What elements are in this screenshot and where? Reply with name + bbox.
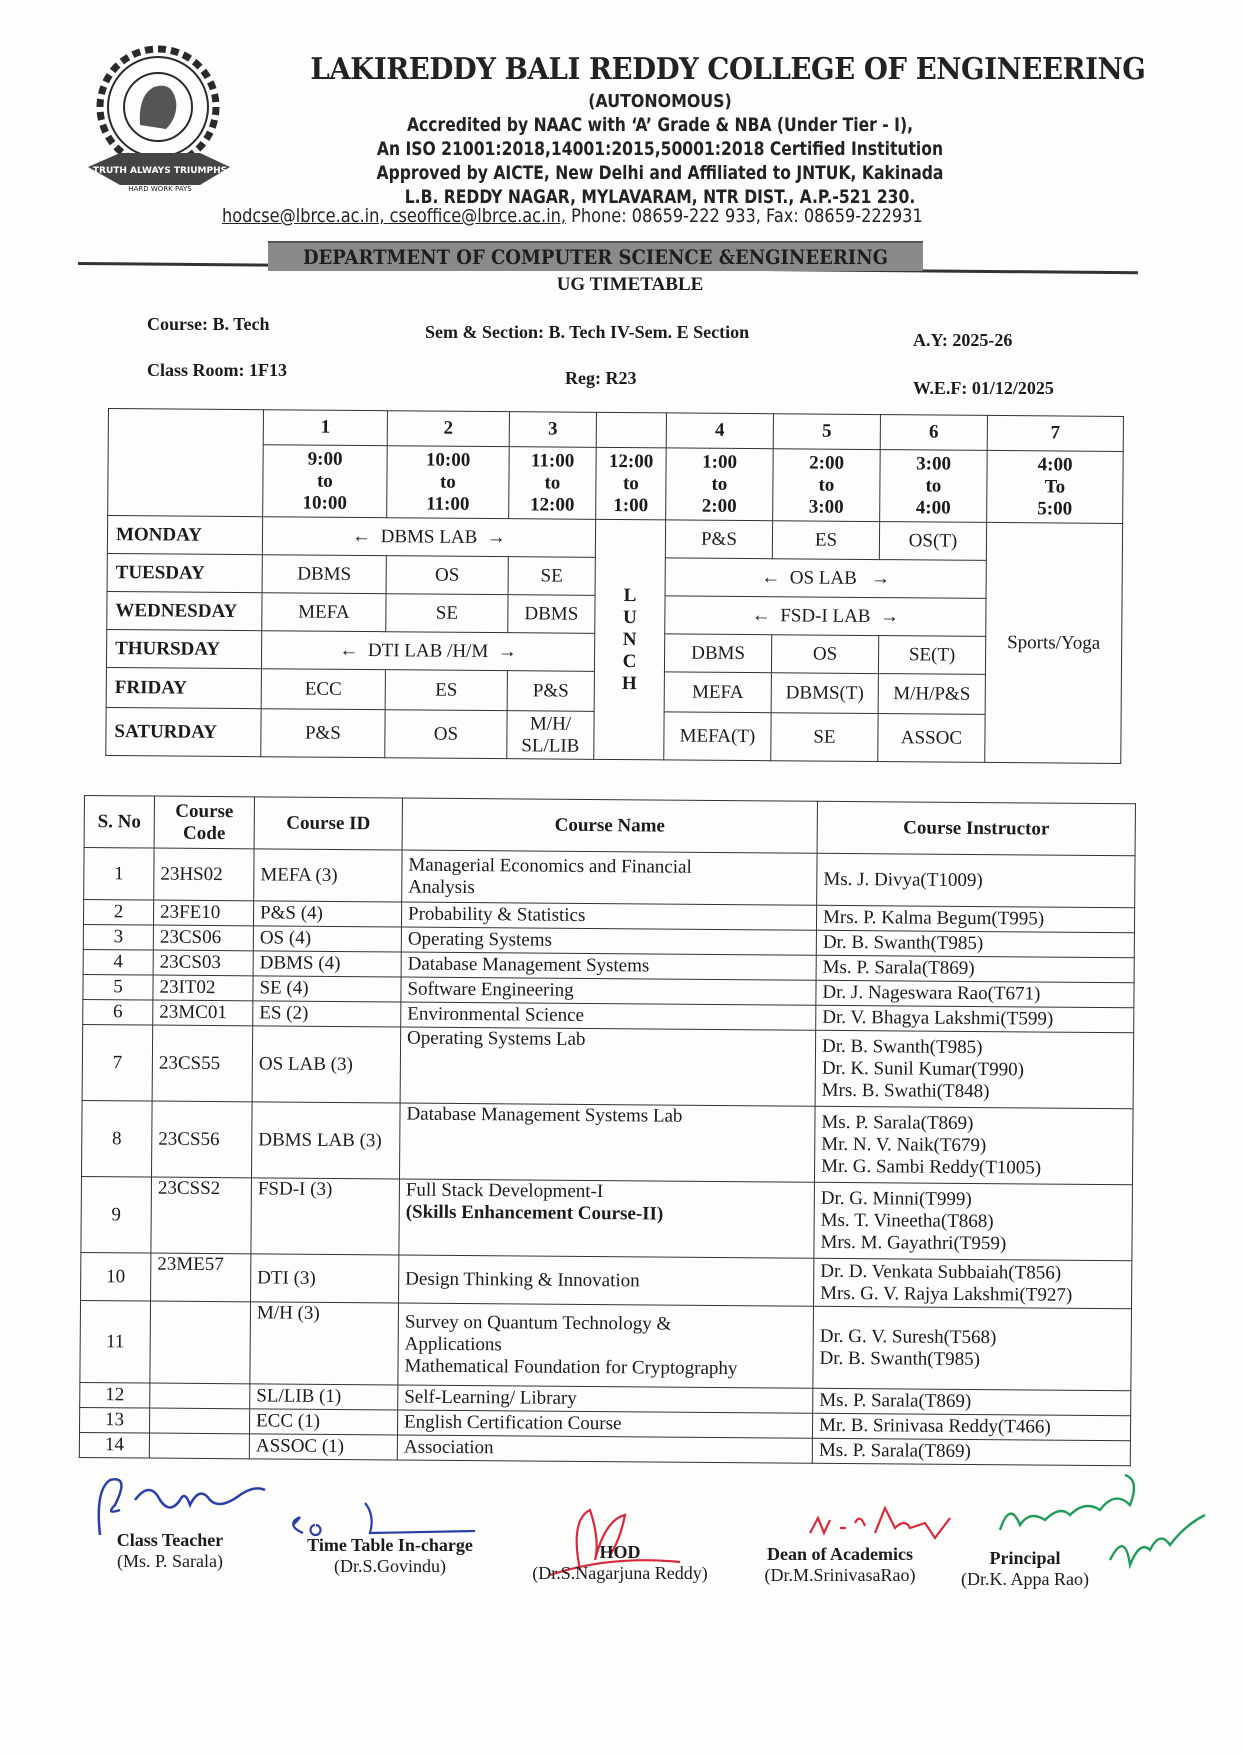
course-code-cell: 23CSS2 [151,1177,252,1254]
instructor-name: Mr. N. V. Naik(T679) [821,1133,987,1156]
course-name-line: English Certification Course [404,1411,622,1435]
time-slot: 10:00 to 11:00 [387,446,510,519]
class-cell: DBMS [508,595,595,634]
instructor-name: Dr. B. Swanth(T985) [822,931,984,955]
course-id-cell: SE (4) [253,976,401,1002]
department-banner [268,241,923,271]
course-id-cell: SL/LIB (1) [250,1384,398,1410]
arrow-right-icon: → [486,526,506,548]
day-label: SATURDAY [106,707,261,756]
course-name-cell [402,850,817,905]
class-cell: SE [771,713,878,762]
college-header [280,52,1146,208]
dean-signature-icon [800,1498,960,1548]
serial-number-cell: 9 [81,1176,152,1253]
course-code-cell: 23IT02 [153,975,253,1001]
table-row [81,1252,1132,1308]
academic-year-label: A.Y: 2025-26 [913,330,1013,350]
corner-cell [108,409,264,517]
autonomous-status: (AUTONOMOUS) [588,91,732,112]
table-row [80,1300,1132,1390]
course-table [79,795,1136,1466]
time-slot: 2:00 to 3:00 [773,449,881,522]
class-cell: P&S [665,520,772,559]
signature-block-hod: HOD (Dr.S.Nagarjuna Reddy) [532,1542,708,1583]
class-cell: P&S [507,671,594,712]
instructor-name: Dr. G. Minni(T999) [820,1187,972,1210]
class-cell: ES [385,670,507,711]
instructor-name: Dr. K. Sunil Kumar(T990) [821,1057,1025,1080]
serial-number-cell: 2 [83,900,153,926]
instructor-name: Ms. P. Sarala(T869) [821,1111,974,1134]
course-code-cell: 23CS56 [152,1101,253,1178]
course-instructor-cell [813,1388,1131,1415]
course-id-cell: FSD-I (3) [251,1178,400,1255]
course-id-cell: OS LAB (3) [252,1026,401,1103]
class-cell: MEFA [262,593,386,632]
class-cell: ASSOC [878,714,985,763]
signature-block-dean: Dean of Academics (Dr.M.SrinivasaRao) [764,1544,916,1585]
svg-text:TRUTH ALWAYS TRIUMPHS: TRUTH ALWAYS TRIUMPHS [92,166,228,176]
lunch-break-cell: L U N C H [594,519,666,760]
day-label: TUESDAY [107,553,262,592]
course-code-cell [149,1408,249,1434]
serial-number-cell: 11 [80,1300,151,1383]
course-id-cell: OS (4) [253,926,401,952]
serial-number-cell: 6 [83,999,153,1025]
class-cell: M/H/ SL/LIB [507,711,594,760]
arrow-left-icon: ← [339,639,359,661]
course-name-line: Database Management Systems Lab [406,1103,683,1127]
course-instructor-cell [816,1005,1134,1032]
serial-number-cell: 13 [79,1407,149,1433]
period-number: 5 [773,414,880,450]
class-cell: SE [508,557,595,596]
arrow-right-icon: → [870,567,891,589]
document-title: UG TIMETABLE [556,274,704,295]
sports-yoga-cell: Sports/Yoga [985,522,1123,763]
course-instructor-cell [816,955,1134,982]
column-header-instructor: Course Instructor [817,801,1135,855]
course-name-line: Applications [404,1333,502,1355]
course-label: Course: B. Tech [147,314,270,334]
course-id-cell: ASSOC (1) [249,1434,397,1460]
course-instructor-cell [812,1438,1130,1465]
phone-fax: Phone: 08659-222 933, Fax: 08659-222931 [566,205,923,227]
instructor-name: Mr. G. Sambi Reddy(T1005) [821,1155,1042,1179]
course-name-line: Operating Systems Lab [407,1027,586,1050]
period-number: 2 [387,411,509,447]
class-cell: SE(T) [878,636,985,675]
course-code-cell: 23ME57 [151,1253,251,1302]
class-cell: ECC [261,669,385,710]
column-header-course-code: Course Code [154,796,254,849]
class-cell: DBMS [262,555,386,594]
course-name-line: Self-Learning/ Library [404,1386,577,1409]
period-number: 4 [666,413,773,449]
class-cell: DBMS(T) [771,673,878,714]
course-name-cell [398,1303,814,1388]
course-name-line: Analysis [408,876,475,898]
table-row [84,848,1135,908]
address-line: L.B. REDDY NAGAR, MYLAVARAM, NTR DIST., A.P.-521 230. [404,186,916,208]
time-slot: 9:00 to 10:00 [263,445,388,518]
time-slot: 12:00 to 1:00 [596,447,667,520]
instructor-name: Mrs. B. Swathi(T848) [821,1079,990,1102]
column-header-course-name: Course Name [402,798,817,853]
instructor-name: Mr. B. Srinivasa Reddy(T466) [818,1414,1051,1438]
column-header-sno: S. No [84,796,154,849]
course-name-line: Operating Systems [407,928,553,951]
serial-number-cell: 8 [82,1100,153,1177]
contact-line [222,205,923,227]
serial-number-cell: 5 [83,974,153,1000]
instructor-name: Dr. D. Venkata Subbaiah(T856) [820,1260,1062,1284]
course-code-cell: 23CS55 [152,1025,253,1102]
arrow-left-icon: ← [761,566,781,588]
serial-number-cell: 14 [79,1432,149,1458]
lab-span-cell: ← DBMS LAB → [262,517,595,558]
course-code-cell [149,1433,249,1459]
course-id-cell: DTI (3) [251,1254,399,1303]
day-label: MONDAY [107,516,262,555]
course-name-line: Software Engineering [407,978,574,1001]
course-instructor-cell [816,930,1134,957]
department-name: DEPARTMENT OF COMPUTER SCIENCE &ENGINEERING [302,245,889,269]
serial-number-cell: 10 [81,1252,151,1301]
course-name-line: Design Thinking & Innovation [405,1268,640,1291]
column-header-course-id: Course ID [254,797,402,850]
course-instructor-cell [816,905,1134,932]
course-name-line: Database Management Systems [407,953,650,977]
course-instructor-cell [812,1413,1130,1440]
instructor-name: Ms. P. Sarala(T869) [822,956,975,980]
period-number [596,412,666,448]
college-logo-icon [80,45,240,195]
day-label: THURSDAY [106,629,261,668]
course-name-line: Mathematical Foundation for Cryptography [404,1355,738,1379]
course-instructor-cell [814,1182,1133,1260]
iso-line: An ISO 21001:2018,14001:2015,50001:2018 Certified Institution [376,138,944,160]
class-cell: M/H/P&S [878,674,985,715]
course-id-cell: ECC (1) [249,1409,397,1435]
course-name-line: Environmental Science [407,1003,585,1026]
signature-block-principal: Principal (Dr.K. Appa Rao) [961,1548,1089,1589]
day-label: FRIDAY [106,667,261,708]
period-number: 3 [509,412,596,448]
course-code-cell [150,1301,251,1384]
lab-span-cell: ← DTI LAB /H/M → [261,631,594,672]
instructor-name: Ms. J. Divya(T1009) [823,868,983,891]
course-code-cell: 23CS03 [153,950,253,976]
course-name-cell [401,1002,816,1030]
regulation-label: Reg: R23 [565,368,637,388]
course-id-cell: P&S (4) [253,901,401,927]
table-row [82,1100,1134,1184]
arrow-left-icon: ← [352,525,372,547]
signature-block-class-teacher: Class Teacher (Ms. P. Sarala) [116,1530,224,1571]
instructor-name: Ms. P. Sarala(T869) [818,1439,971,1462]
class-cell: MEFA(T) [664,712,771,761]
course-instructor-cell [815,1030,1134,1108]
class-cell: ES [772,521,879,560]
instructor-name: Ms. T. Vineetha(T868) [820,1209,994,1232]
instructor-name: Mrs. G. V. Rajya Lakshmi(T927) [820,1282,1073,1306]
course-name-cell [399,1179,815,1258]
svg-text:HARD WORK PAYS: HARD WORK PAYS [128,185,192,193]
course-name-cell [399,1255,814,1306]
class-cell: OS(T) [879,522,986,561]
course-name-cell [398,1385,813,1413]
serial-number-cell: 4 [83,949,153,975]
wef-date-label: W.E.F: 01/12/2025 [913,378,1054,398]
course-id-cell: MEFA (3) [254,849,402,902]
instructor-name: Dr. B. Swanth(T985) [819,1347,981,1370]
class-cell: OS [385,710,507,759]
course-name-cell [397,1435,812,1463]
time-slot: 4:00 To 5:00 [987,450,1124,523]
course-name-cell [401,902,816,930]
course-instructor-cell [813,1306,1132,1390]
course-name-line: Survey on Quantum Technology & [404,1311,672,1335]
lab-span-cell: ← OS LAB → [665,558,986,599]
course-name-cell [401,977,816,1005]
period-number: 7 [987,415,1123,451]
course-code-cell: 23FE10 [153,900,253,926]
course-name-cell [401,952,816,980]
class-cell: P&S [261,709,385,758]
time-slot: 11:00 to 12:00 [509,447,597,520]
course-id-cell: M/H (3) [250,1302,399,1385]
class-cell: DBMS [664,634,771,673]
serial-number-cell: 3 [83,924,153,950]
email-links[interactable]: hodcse@lbrce.ac.in, cseoffice@lbrce.ac.in, [222,205,567,227]
signature-block-timetable-incharge: Time Table In-charge (Dr.S.Govindu) [307,1535,473,1576]
instructor-name: Dr. B. Swanth(T985) [821,1035,983,1058]
course-code-cell: 23HS02 [154,848,254,901]
course-id-cell: ES (2) [253,1001,401,1027]
class-cell: OS [386,556,508,595]
course-instructor-cell [816,980,1134,1007]
course-name-line: Association [403,1436,494,1459]
college-name: LAKIREDDY BALI REDDY COLLEGE OF ENGINEERING [310,52,1146,87]
time-slot: 3:00 to 4:00 [880,450,988,523]
course-name-cell [399,1103,815,1182]
arrow-right-icon: → [497,640,517,662]
table-row [82,1024,1134,1108]
course-id-cell: DBMS (4) [253,951,401,977]
accreditation-line: Accredited by NAAC with ‘A’ Grade & NBA (Under Tier - I), [406,114,913,136]
course-instructor-cell [814,1258,1132,1308]
arrow-right-icon: → [879,605,900,627]
course-code-cell: 23MC01 [153,1000,253,1026]
instructor-name: Mrs. M. Gayathri(T959) [820,1231,1007,1254]
sem-section-label: Sem & Section: B. Tech IV-Sem. E Section [425,322,750,342]
course-name-cell [400,1027,816,1106]
class-cell: MEFA [664,672,771,713]
table-row [81,1176,1133,1260]
period-number: 6 [880,415,987,451]
course-name-subtitle: (Skills Enhancement Course-II) [405,1201,664,1225]
weekly-timetable [105,408,1124,764]
instructor-name: Dr. J. Nageswara Rao(T671) [822,981,1041,1005]
instructor-name: Dr. V. Bhagya Lakshmi(T599) [822,1006,1054,1030]
classroom-label: Class Room: 1F13 [147,360,287,380]
approval-line: Approved by AICTE, New Delhi and Affiliated to JNTUK, Kakinada [376,162,944,184]
serial-number-cell: 1 [84,848,154,901]
lab-span-cell: ← FSD-I LAB → [665,596,986,637]
serial-number-cell: 7 [82,1024,153,1101]
timetable-incharge-signature-icon [285,1495,485,1540]
course-name-line: Managerial Economics and Financial [408,854,692,878]
serial-number-cell: 12 [80,1382,150,1408]
course-instructor-cell [814,1106,1133,1184]
course-code-cell: 23CS06 [153,925,253,951]
day-label: WEDNESDAY [107,591,262,630]
instructor-name: Mrs. P. Kalma Begum(T995) [822,906,1045,930]
course-name-cell [397,1410,812,1438]
course-instructor-cell [817,853,1135,907]
period-number: 1 [263,410,387,446]
course-name-line: Probability & Statistics [407,903,586,926]
course-name-cell [401,927,816,955]
class-cell: SE [386,594,508,633]
time-slot: 1:00 to 2:00 [666,448,774,521]
course-name-line: Full Stack Development-I [405,1179,604,1203]
class-cell: OS [771,635,878,674]
course-code-cell [150,1383,250,1409]
arrow-left-icon: ← [751,604,771,626]
instructor-name: Dr. G. V. Suresh(T568) [819,1325,997,1348]
course-id-cell: DBMS LAB (3) [251,1102,400,1179]
instructor-name: Ms. P. Sarala(T869) [819,1389,972,1412]
